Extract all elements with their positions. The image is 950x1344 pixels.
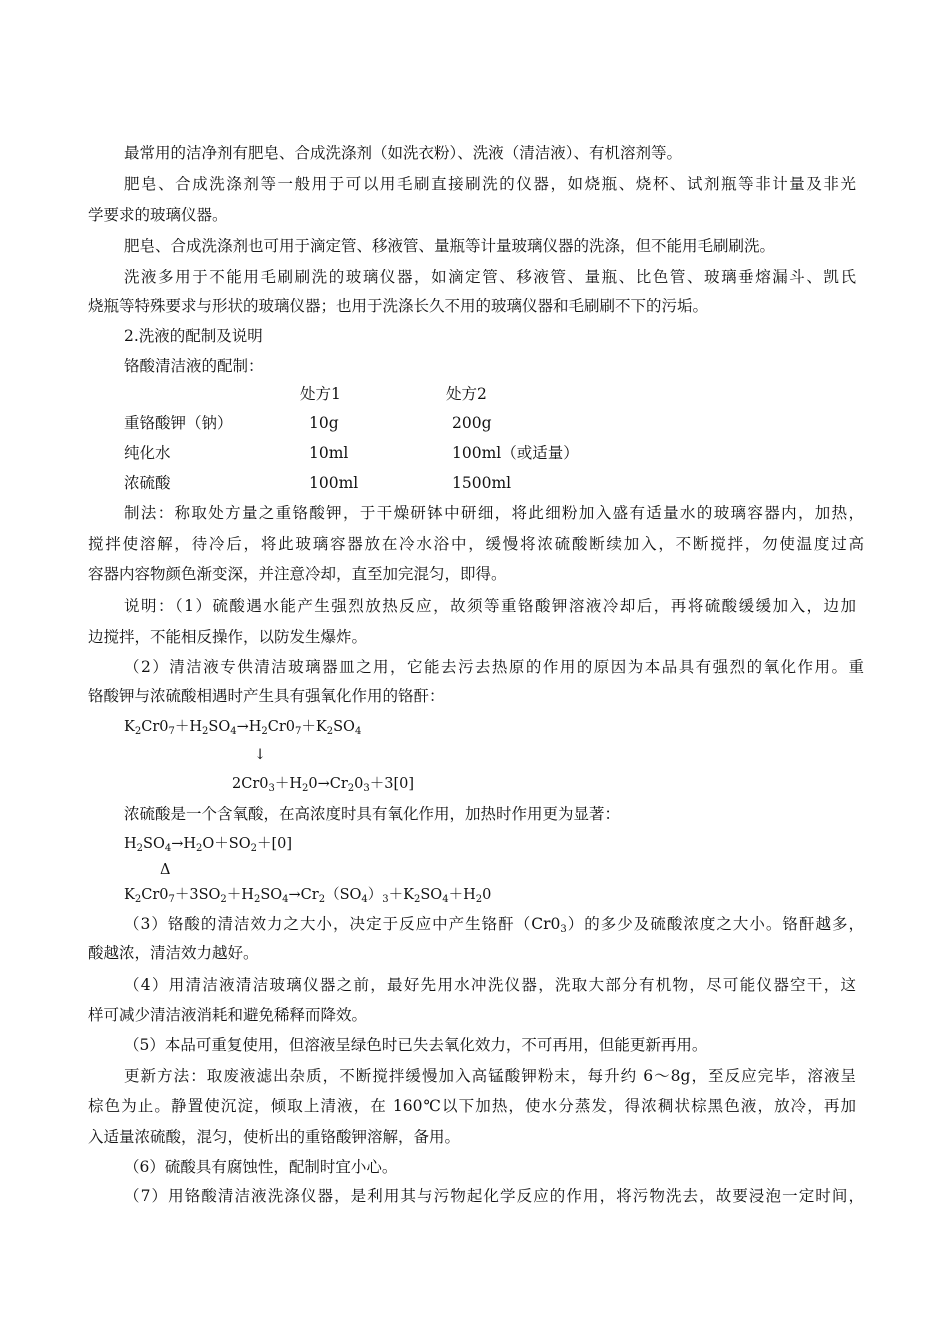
equation-sulfuric-acid: $H_2SO_4\to H_2O+SO_2+[0]$ bbox=[124, 836, 293, 854]
equation-dichromate: $K_2Cr0_7+H_2SO_4\to H_2Cr0_7+K_2SO_4$ bbox=[124, 719, 362, 737]
section-heading: 2.洗液的配制及说明 bbox=[124, 327, 263, 345]
recipe-header-1: 处方1 bbox=[300, 385, 341, 403]
renew-line3: 入适量浓硫酸，混匀，使析出的重铬酸钾溶解，备用。 bbox=[88, 1128, 461, 1146]
recipe-row-value-1: 10g bbox=[309, 414, 339, 432]
method-line1: 制法：称取处方量之重铬酸钾，于干燥研钵中研细，将此细粉加入盛有适量水的玻璃容器内，加热， bbox=[124, 504, 864, 522]
equation-chromic-anhydride: $2Cr0_3+H_20\to Cr_20_3+3[0]$ bbox=[232, 776, 415, 794]
note3-line2: 酸越浓，清洁效力越好。 bbox=[88, 944, 259, 962]
renew-line1: 更新方法：取废液滤出杂质，不断搅拌缓慢加入高锰酸钾粉末，每升约 6～8g，至反应完毕，溶液呈 bbox=[124, 1067, 856, 1085]
note3-line1: （3）铬酸的清洁效力之大小，决定于反应中产生铬酐$(Cr0_3)$的多少及硫酸浓度之大小。铬酐越多， bbox=[124, 915, 864, 935]
recipe-row-name: 纯化水 bbox=[124, 444, 171, 462]
renew-line2: 棕色为止。静置使沉淀，倾取上清液，在 160℃以下加热，使水分蒸发，得浓稠状棕黑色液，放冷，再加 bbox=[88, 1097, 856, 1115]
note1-line1: 说明：（1）硫酸遇水能产生强烈放热反应，故须等重铬酸钾溶液冷却后，再将硫酸缓缓加入，边加 bbox=[124, 597, 856, 615]
preparation-title: 铬酸清洁液的配制： bbox=[124, 357, 264, 375]
method-line3: 容器内容物颜色渐变深，并注意冷却，直至加完混匀，即得。 bbox=[88, 565, 507, 583]
recipe-row-value-2: 200g bbox=[452, 414, 492, 432]
note5: （5）本品可重复使用，但溶液呈绿色时已失去氧化效力，不可再用，但能更新再用。 bbox=[124, 1036, 708, 1054]
recipe-row-value-2: 1500ml bbox=[452, 474, 512, 492]
note4-line1: （4）用清洁液清洁玻璃仪器之前，最好先用水冲洗仪器，洗取大部分有机物，尽可能仪器空干，这 bbox=[124, 976, 856, 994]
paragraph-detergents: 最常用的洁净剂有肥皂、合成洗涤剂（如洗衣粉）、洗液（清洁液）、有机溶剂等。 bbox=[124, 144, 683, 162]
paragraph-soap-line2: 学要求的玻璃仪器。 bbox=[88, 206, 228, 224]
recipe-header-2: 处方2 bbox=[446, 385, 487, 403]
recipe-row-name: 重铬酸钾（钠） bbox=[124, 414, 233, 432]
note2-line2: 铬酸钾与浓硫酸相遇时产生具有强氧化作用的铬酐： bbox=[88, 687, 445, 705]
recipe-row-name: 浓硫酸 bbox=[124, 474, 171, 492]
note2-line1: （2）清洁液专供清洁玻璃器皿之用，它能去污去热原的作用的原因为本品具有强烈的氧化作用。重 bbox=[124, 658, 864, 676]
equation-chromium-sulfate: $K_2Cr0_7+3SO_2+H_2SO_4\to Cr_2(SO_4)_3+K_2SO_4+H_20$ bbox=[124, 887, 492, 905]
recipe-row-value-1: 100ml bbox=[309, 474, 359, 492]
down-arrow: ↓ bbox=[254, 747, 267, 763]
method-line2: 搅拌使溶解，待冷后，将此玻璃容器放在冷水浴中，缓慢将浓硫酸断续加入，不断搅拌，勿使温度过高 bbox=[88, 535, 864, 553]
delta-symbol: Δ bbox=[160, 862, 171, 878]
note6: （6）硫酸具有腐蚀性，配制时宜小心。 bbox=[124, 1158, 398, 1176]
note7-line1: （7）用铬酸清洁液洗涤仪器，是利用其与污物起化学反应的作用，将污物洗去，故要浸泡一定时间， bbox=[124, 1187, 864, 1205]
acid-note: 浓硫酸是一个含氧酸，在高浓度时具有氧化作用，加热时作用更为显著： bbox=[124, 805, 621, 823]
paragraph-washing-liquid-line2: 烧瓶等特殊要求与形状的玻璃仪器；也用于洗涤长久不用的玻璃仪器和毛刷刷不下的污垢。 bbox=[88, 297, 709, 315]
recipe-row-value-1: 10ml bbox=[309, 444, 349, 462]
note4-line2: 样可减少清洁液消耗和避免稀释而降效。 bbox=[88, 1006, 368, 1024]
paragraph-soap-line1: 肥皂、合成洗涤剂等一般用于可以用毛刷直接刷洗的仪器，如烧瓶、烧杯、试剂瓶等非计量及非光 bbox=[124, 175, 856, 193]
paragraph-soap-volumetric: 肥皂、合成洗涤剂也可用于滴定管、移液管、量瓶等计量玻璃仪器的洗涤，但不能用毛刷刷洗。 bbox=[124, 237, 776, 255]
recipe-row-value-2: 100ml（或适量） bbox=[452, 444, 579, 462]
note1-line2: 边搅拌，不能相反操作，以防发生爆炸。 bbox=[88, 628, 368, 646]
paragraph-washing-liquid-line1: 洗液多用于不能用毛刷刷洗的玻璃仪器，如滴定管、移液管、量瓶、比色管、玻璃垂熔漏斗、凯氏 bbox=[124, 268, 856, 286]
